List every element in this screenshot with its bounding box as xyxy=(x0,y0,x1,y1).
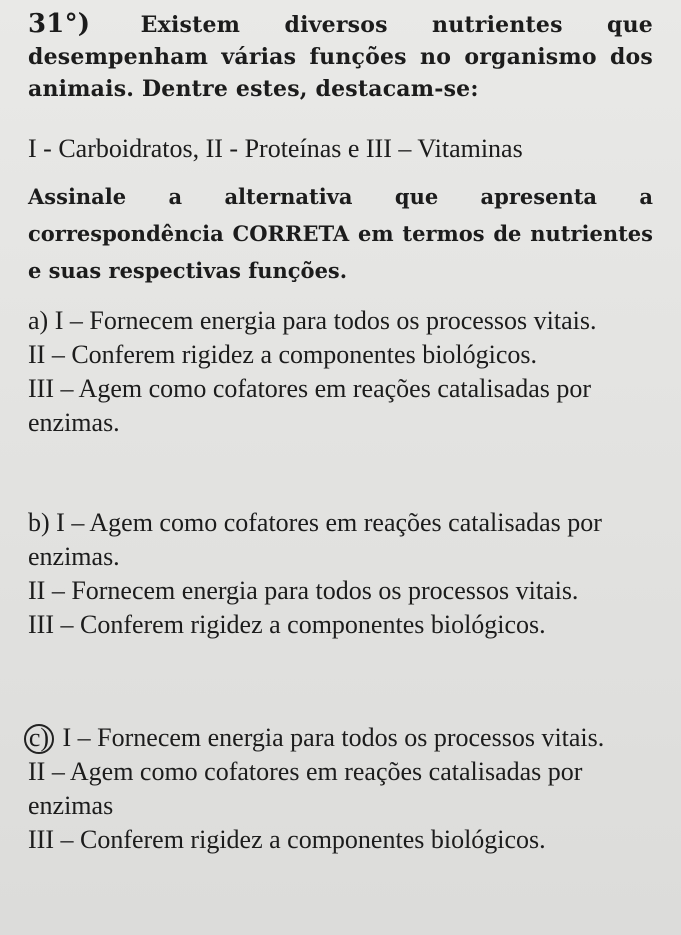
option-b[interactable] xyxy=(28,506,663,642)
question-heading xyxy=(28,8,653,105)
option-line: III – Conferem rigidez a componentes biológicos. xyxy=(28,825,546,854)
option-line: b) I – Agem como cofatores em reações catalisadas por enzimas. xyxy=(28,508,602,571)
question-number: 31°) xyxy=(28,9,91,39)
option-line: a) I – Fornecem energia para todos os processos vitais. xyxy=(28,306,597,335)
option-line: II – Fornecem energia para todos os processos vitais. xyxy=(28,576,579,605)
option-a[interactable] xyxy=(28,304,663,440)
option-line: III – Agem como cofatores em reações catalisadas por enzimas. xyxy=(28,374,592,437)
option-line: II – Agem como cofatores em reações catalisadas por enzimas xyxy=(28,757,583,820)
option-letter: b) xyxy=(28,508,50,537)
nutrient-list: I - Carboidratos, II - Proteínas e III – Vitaminas xyxy=(28,134,523,163)
option-c[interactable] xyxy=(28,721,663,857)
option-line: III – Conferem rigidez a componentes biológicos. xyxy=(28,610,546,639)
question-heading-text: Existem diversos nutrientes que desempenham várias funções no organismo dos animais. Dentre estes, destacam-se: xyxy=(28,12,654,102)
option-line: c) I – Fornecem energia para todos os processos vitais. xyxy=(28,721,663,755)
option-letter: a) xyxy=(28,306,49,335)
option-line: II – Conferem rigidez a componentes biológicos. xyxy=(28,340,538,369)
option-letter-circled: c) xyxy=(24,724,54,754)
question-instruction: Assinale a alternativa que apresenta a correspondência CORRETA em termos de nutrientes e suas respectivas funções. xyxy=(28,184,653,283)
